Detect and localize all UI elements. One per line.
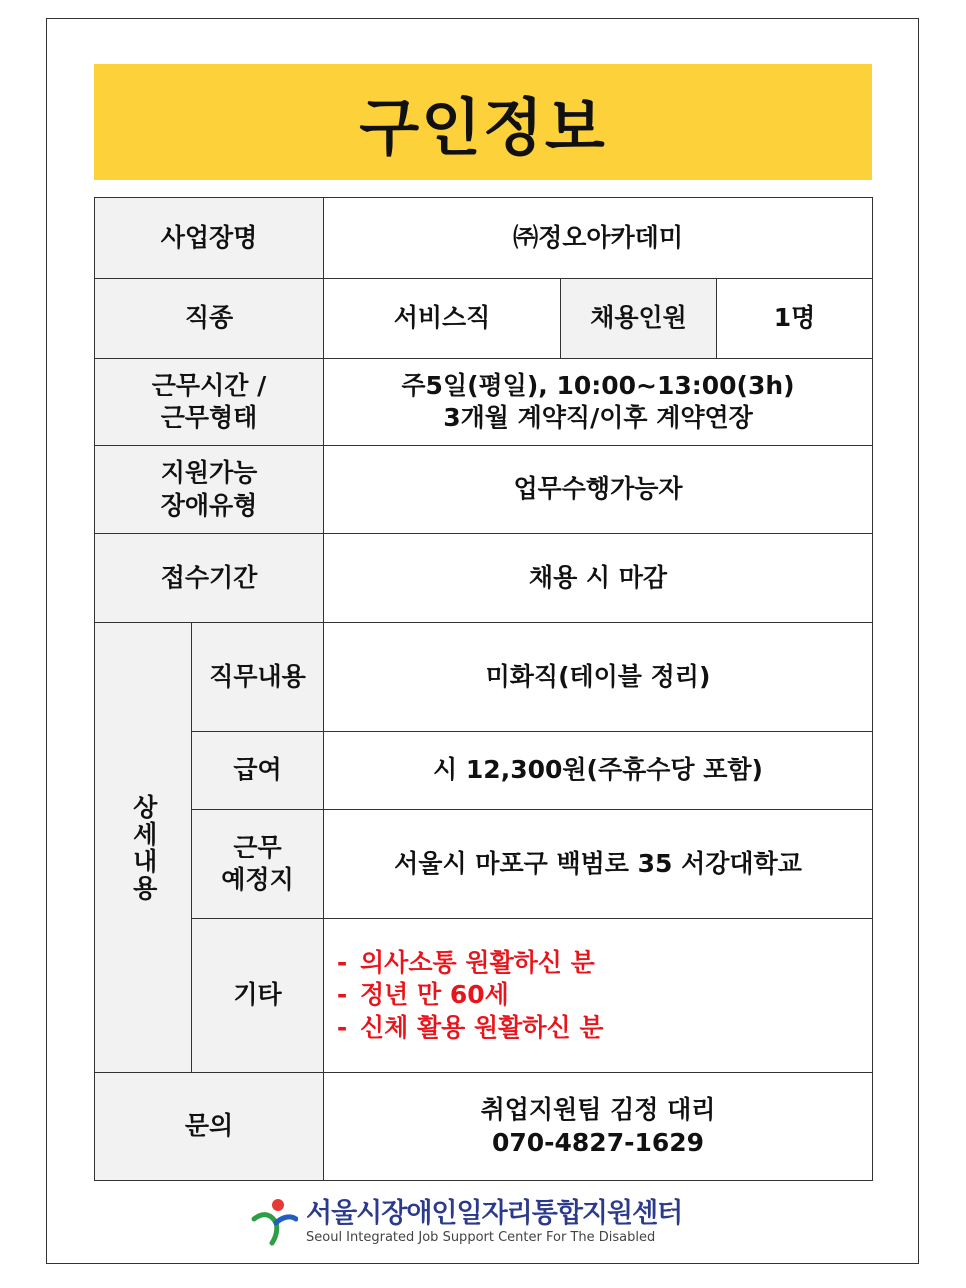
other-item bbox=[324, 947, 872, 980]
company-label: 사업장명 bbox=[95, 198, 324, 279]
org-name-ko: 서울시장애인일자리통합지원센터 bbox=[306, 1197, 683, 1229]
work-time-value-line2: 3개월 계약직/이후 계약연장 bbox=[443, 403, 753, 432]
org-name-en: Seoul Integrated Job Support Center For The Disabled bbox=[306, 1230, 656, 1246]
row-job-type bbox=[95, 279, 873, 359]
bullet-dash: - bbox=[336, 947, 348, 977]
salary-value: 시 12,300원(주휴수당 포함) bbox=[324, 732, 873, 810]
disability-label-line2: 장애유형 bbox=[160, 490, 258, 520]
footer-text bbox=[306, 1199, 682, 1246]
job-info-table bbox=[94, 197, 873, 1181]
disability-label-line1: 지원가능 bbox=[160, 458, 258, 487]
work-time-label-line2: 근무형태 bbox=[160, 403, 258, 432]
row-salary bbox=[95, 732, 873, 810]
location-label-line2: 예정지 bbox=[221, 865, 294, 894]
disability-label bbox=[95, 446, 324, 534]
other-item-text: 의사소통 원활하신 분 bbox=[360, 947, 595, 977]
hire-count-label: 채용인원 bbox=[561, 279, 717, 359]
contact-label: 문의 bbox=[95, 1073, 324, 1181]
details-section-text: 상세내용 bbox=[129, 793, 159, 902]
row-company bbox=[95, 198, 873, 279]
row-other bbox=[95, 919, 873, 1073]
other-label: 기타 bbox=[192, 919, 324, 1073]
contact-phone: 070-4827-1629 bbox=[491, 1127, 705, 1157]
location-label-line1: 근무 bbox=[233, 832, 282, 862]
work-time-value-line1: 주5일(평일), 10:00~13:00(3h) bbox=[401, 370, 795, 400]
period-value: 채용 시 마감 bbox=[324, 534, 873, 623]
title-banner bbox=[94, 64, 872, 180]
row-disability bbox=[95, 446, 873, 534]
other-item-text: 신체 활용 원활하신 분 bbox=[360, 1012, 604, 1042]
bullet-dash: - bbox=[336, 980, 348, 1010]
row-duty bbox=[95, 623, 873, 732]
company-value: ㈜정오아카데미 bbox=[324, 198, 873, 279]
details-section-label bbox=[95, 623, 192, 1073]
row-location bbox=[95, 810, 873, 919]
duty-value: 미화직(테이블 정리) bbox=[324, 623, 873, 732]
row-work-time bbox=[95, 359, 873, 446]
hire-count-value: 1명 bbox=[717, 279, 873, 359]
page-title: 구인정보 bbox=[359, 90, 607, 164]
footer-org bbox=[250, 1194, 720, 1250]
row-contact bbox=[95, 1073, 873, 1181]
seoul-logo-icon bbox=[250, 1197, 298, 1247]
work-time-value bbox=[324, 359, 873, 446]
salary-label: 급여 bbox=[192, 732, 324, 810]
location-value: 서울시 마포구 백범로 35 서강대학교 bbox=[324, 810, 873, 919]
work-time-label bbox=[95, 359, 324, 446]
job-type-value: 서비스직 bbox=[324, 279, 561, 359]
job-type-label: 직종 bbox=[95, 279, 324, 359]
other-value bbox=[324, 919, 873, 1073]
other-item bbox=[324, 979, 872, 1012]
contact-person: 취업지원팀 김정 대리 bbox=[480, 1095, 716, 1124]
contact-value bbox=[324, 1073, 873, 1181]
other-item bbox=[324, 1012, 872, 1045]
duty-label: 직무내용 bbox=[192, 623, 324, 732]
bullet-dash: - bbox=[336, 1012, 348, 1042]
period-label: 접수기간 bbox=[95, 534, 324, 623]
other-item-text: 정년 만 60세 bbox=[360, 980, 509, 1010]
row-period bbox=[95, 534, 873, 623]
disability-value: 업무수행가능자 bbox=[324, 446, 873, 534]
location-label bbox=[192, 810, 324, 919]
work-time-label-line1: 근무시간 / bbox=[151, 370, 267, 400]
